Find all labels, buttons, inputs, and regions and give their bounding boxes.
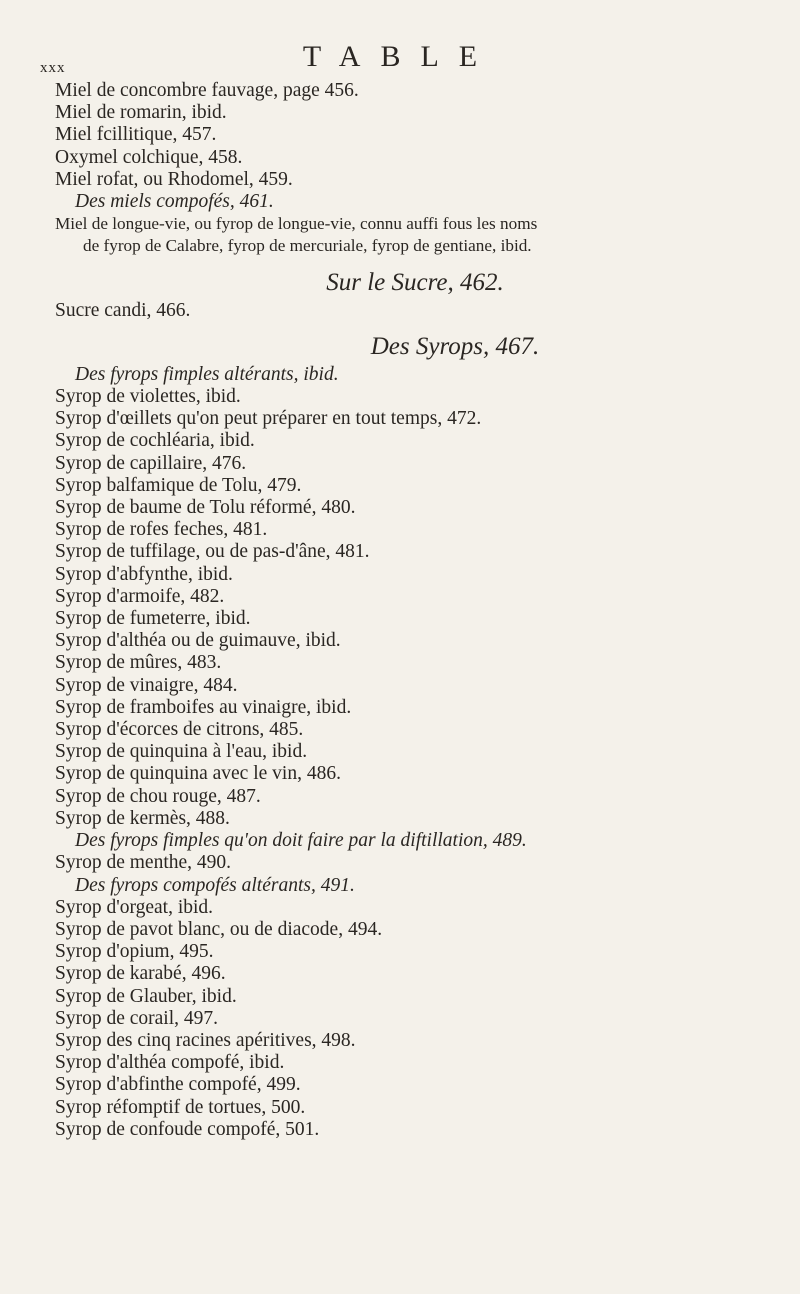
index-entry: Syrop d'armoife, 482. bbox=[55, 585, 225, 607]
index-entry: Miel fcillitique, 457. bbox=[55, 124, 217, 146]
index-entry: Syrop d'abfinthe compofé, 499. bbox=[55, 1074, 301, 1096]
index-entry: Syrop de fumeterre, ibid. bbox=[55, 608, 251, 630]
page-header bbox=[40, 40, 760, 74]
index-entry: Syrop de tuffilage, ou de pas-d'âne, 481. bbox=[55, 541, 370, 563]
subsection-heading: Des fyrops fimples altérants, ibid. bbox=[75, 363, 339, 385]
index-entry: Syrop de mûres, 483. bbox=[55, 652, 222, 674]
index-entry: Syrop de framboifes au vinaigre, ibid. bbox=[55, 696, 352, 718]
section-heading: Des Syrops, 467. bbox=[370, 332, 540, 360]
index-entry: Syrop de violettes, ibid. bbox=[55, 386, 241, 408]
index-entry: Syrop d'orgeat, ibid. bbox=[55, 896, 214, 918]
index-entry: Syrop de corail, 497. bbox=[55, 1007, 219, 1029]
index-entry: Syrop de chou rouge, 487. bbox=[55, 785, 261, 807]
subsection-heading: Des miels compofés, 461. bbox=[75, 191, 274, 213]
index-entry: Syrop des cinq racines apéritives, 498. bbox=[55, 1029, 356, 1051]
subsection-heading: Des fyrops compofés altérants, 491. bbox=[75, 874, 355, 896]
index-entry: Miel rofat, ou Rhodomel, 459. bbox=[55, 168, 293, 190]
index-entry: Syrop réfomptif de tortues, 500. bbox=[55, 1096, 306, 1118]
index-entry: Syrop de pavot blanc, ou de diacode, 494. bbox=[55, 918, 383, 940]
index-entry: Syrop d'œillets qu'on peut préparer en tout temps, 472. bbox=[55, 408, 482, 430]
index-entry: Syrop de menthe, 490. bbox=[55, 852, 232, 874]
index-entry: Syrop d'écorces de citrons, 485. bbox=[55, 719, 304, 741]
index-entry: Syrop de quinquina avec le vin, 486. bbox=[55, 763, 341, 785]
folio: xxx bbox=[40, 60, 66, 76]
index-entry: Syrop de confoude compofé, 501. bbox=[55, 1118, 320, 1140]
index-entry: Syrop de vinaigre, 484. bbox=[55, 674, 238, 696]
index-entry: Syrop de rofes feches, 481. bbox=[55, 519, 268, 541]
index-entry: Miel de concombre fauvage, page 456. bbox=[55, 80, 359, 101]
index-entry: Syrop de baume de Tolu réformé, 480. bbox=[55, 497, 356, 519]
index-entry: Syrop de kermès, 488. bbox=[55, 807, 230, 829]
index-entry: Syrop balfamique de Tolu, 479. bbox=[55, 474, 302, 496]
index-entry: Syrop de capillaire, 476. bbox=[55, 452, 247, 474]
index-entry: Sucre candi, 466. bbox=[55, 299, 191, 321]
index-list bbox=[55, 80, 775, 1141]
index-entry: Syrop d'abfynthe, ibid. bbox=[55, 563, 233, 585]
index-entry: Miel de longue-vie, ou fyrop de longue-vie, connu auffi fous les noms bbox=[55, 214, 538, 234]
index-entry: Syrop d'opium, 495. bbox=[55, 941, 214, 963]
index-entry: Syrop d'althéa ou de guimauve, ibid. bbox=[55, 630, 341, 652]
index-entry: Syrop d'althéa compofé, ibid. bbox=[55, 1052, 285, 1074]
index-entry: de fyrop de Calabre, fyrop de mercuriale, fyrop de gentiane, ibid. bbox=[83, 236, 532, 256]
running-title: TABLE bbox=[302, 40, 498, 73]
index-entry: Syrop de Glauber, ibid. bbox=[55, 985, 237, 1007]
section-heading: Sur le Sucre, 462. bbox=[326, 268, 504, 296]
index-entry: Oxymel colchique, 458. bbox=[55, 146, 243, 168]
subsection-heading: Des fyrops fimples qu'on doit faire par la diftillation, 489. bbox=[75, 830, 527, 852]
index-entry: Miel de romarin, ibid. bbox=[55, 102, 227, 124]
index-entry: Syrop de karabé, 496. bbox=[55, 963, 226, 985]
index-entry: Syrop de cochléaria, ibid. bbox=[55, 430, 255, 452]
index-entry: Syrop de quinquina à l'eau, ibid. bbox=[55, 741, 308, 763]
